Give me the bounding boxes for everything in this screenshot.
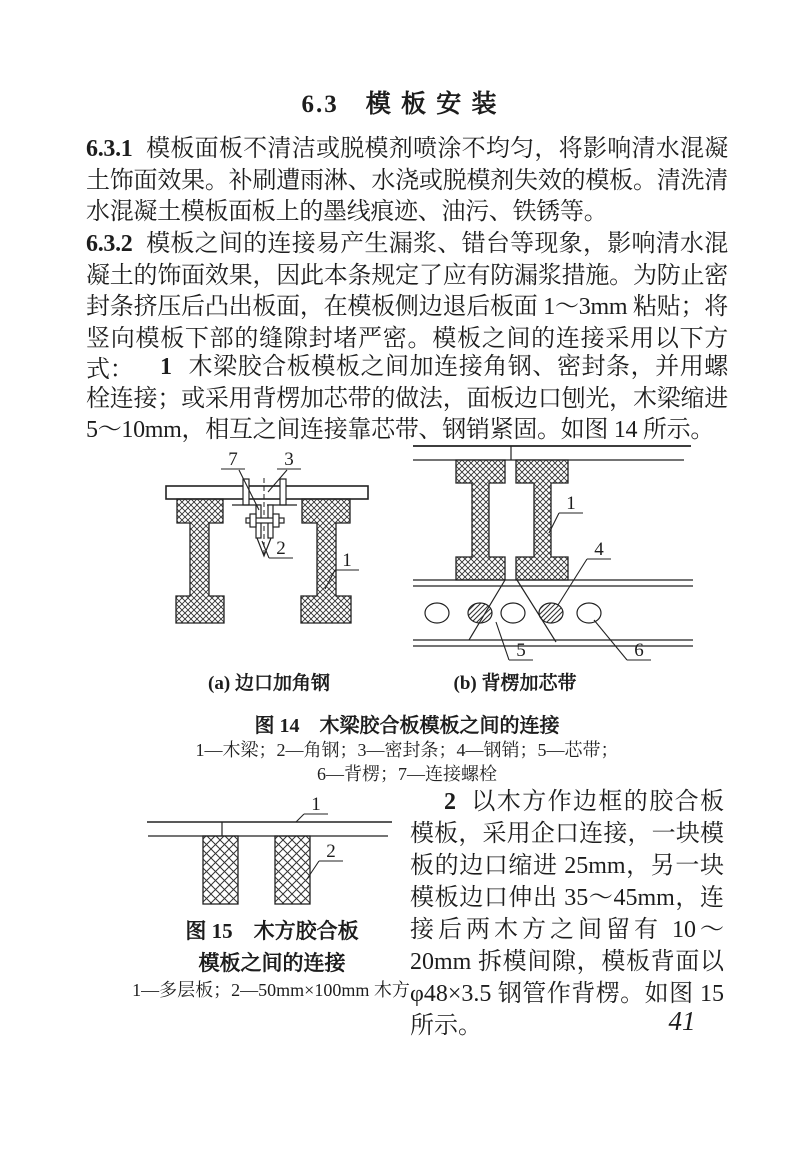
item-text: 以木方作边框的胶合板模板，采用企口连接，一块模板的边口缩进 25mm，另一块模板边口伸出 35～45mm，连接后两木方之间留有 10～20mm 拆模间隙，模板背面以 φ48×3.5 钢管作背楞。如图 15 所示。	[410, 789, 724, 1039]
figure-15-legend: 1—多层板；2—50mm×100mm 木方	[132, 980, 410, 1000]
timber-batten-right	[275, 836, 310, 904]
clause-number: 6.3.1	[86, 136, 133, 162]
svg-text:3: 3	[284, 449, 294, 470]
part-label-1	[296, 795, 328, 822]
svg-text:2: 2	[326, 841, 336, 862]
clause-number: 6.3.2	[86, 231, 133, 257]
figure-14-title: 图 14 木梁胶合板模板之间的连接	[254, 715, 560, 737]
figure-14-legend-line1: 1—木梁；2—角钢；3—密封条；4—钢销；5—芯带；	[195, 740, 619, 760]
waler-top-lines	[413, 580, 693, 586]
svg-text:7: 7	[228, 449, 238, 470]
svg-text:4: 4	[594, 539, 604, 560]
timber-beam-left	[456, 460, 505, 580]
figure-15-title-line2: 模板之间的连接	[198, 951, 346, 975]
svg-text:1: 1	[311, 795, 321, 815]
section-title: 6.3 模 板 安 装	[301, 91, 499, 118]
connecting-bolt	[246, 514, 284, 527]
svg-text:6: 6	[634, 640, 644, 661]
list-item-2	[410, 786, 724, 1042]
part-label-7	[221, 449, 259, 510]
part-label-1	[549, 493, 583, 533]
part-label-5	[496, 622, 533, 661]
list-item-1	[86, 352, 728, 447]
timber-batten-left	[203, 836, 238, 904]
waler-bottom-lines	[413, 640, 693, 646]
figure-14a-caption: (a) 边口加角钢	[208, 673, 330, 694]
plywood-panel	[147, 822, 392, 836]
item-text: 木梁胶合板模板之间加连接角钢、密封条，并用螺栓连接；或采用背楞加芯带的做法，面板边口刨光，木梁缩进5～10mm，相互之间连接靠芯带、钢销紧固。如图 14 所示。	[86, 354, 728, 443]
timber-beam-left	[176, 499, 224, 623]
page-number: 41	[668, 1006, 696, 1036]
paragraph-6-3-1	[86, 134, 728, 229]
item-number: 1	[160, 354, 172, 380]
svg-text:1: 1	[342, 550, 352, 571]
part-label-2	[307, 841, 343, 879]
figure-15-diagram	[130, 795, 410, 910]
plywood-panel	[166, 486, 368, 499]
timber-beam-right	[516, 460, 568, 580]
figure-14b-diagram	[408, 436, 708, 666]
clause-text: 模板之间的连接易产生漏浆、错台等现象，影响清水混凝土的饰面效果，因此本条规定了应有防漏浆措施。为防止密封条挤压后凸出板面，在模板侧边退后板面 1～3mm 粘贴；将竖向模板下部的缝隙封堵严密。模板之间的连接采用以下方式：	[86, 231, 728, 383]
item-number: 2	[444, 789, 456, 815]
plywood-panel	[413, 446, 691, 460]
svg-text:2: 2	[276, 538, 286, 559]
svg-text:5: 5	[516, 640, 526, 661]
figure-15-title-line1: 图 15 木方胶合板	[185, 919, 359, 943]
figure-14a-diagram	[140, 448, 410, 663]
svg-text:1: 1	[566, 493, 576, 514]
steel-pins	[425, 603, 601, 623]
figure-14-legend-line2: 6—背楞；7—连接螺栓	[317, 764, 497, 784]
clause-text: 模板面板不清洁或脱模剂喷涂不均匀，将影响清水混凝土饰面效果。补刷遭雨淋、水浇或脱模剂失效的模板。清洗清水混凝土模板面板上的墨线痕迹、油污、铁锈等。	[86, 136, 728, 225]
figure-14b-caption: (b) 背楞加芯带	[453, 673, 577, 694]
